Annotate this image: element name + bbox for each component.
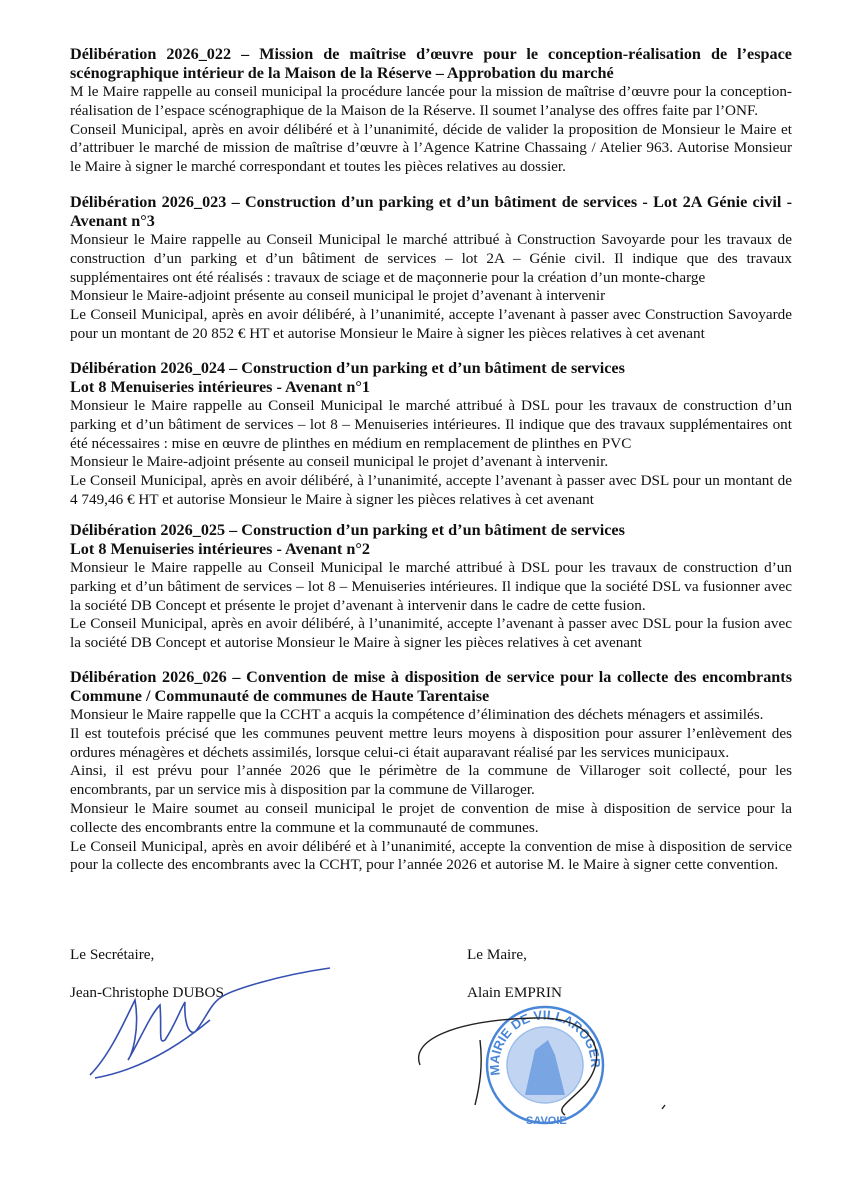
- deliberation-title: Délibération 2026_023 – Construction d’un parking et d’un bâtiment de services - Lot 2A Génie civil - Avenant n°3: [70, 193, 792, 230]
- paragraph: Monsieur le Maire soumet au conseil municipal le projet de convention de mise à disposition de service pour la collecte des encombrants entre la commune et la communauté de communes.: [70, 799, 792, 836]
- secretary-signature: [80, 960, 340, 1090]
- secretary-role: Le Secrétaire,: [70, 946, 155, 963]
- deliberation-subtitle: Lot 8 Menuiseries intérieures - Avenant n°1: [70, 378, 370, 396]
- paragraph: Conseil Municipal, après en avoir délibéré et à l’unanimité, décide de valider la proposition de Monsieur le Maire et d’attribuer le marché de mission de maîtrise d’œuvre à l’Agence Katrine Chassaing / Atelier 963. Autorise Monsieur le Maire à signer le marché correspondant et toutes les pièces relatives au dossier.: [70, 120, 792, 176]
- paragraph: M le Maire rappelle au conseil municipal la procédure lancée pour la mission de maîtrise d’œuvre pour la conception-réalisation de l’espace scénographique de la Maison de la Réserve. Il soumet l’analyse des offres faite par l’ONF.: [70, 83, 792, 119]
- paragraph: Monsieur le Maire-adjoint présente au conseil municipal le projet d’avenant à intervenir: [70, 287, 606, 305]
- deliberation-title: Délibération 2026_024 – Construction d’un parking et d’un bâtiment de services: [70, 359, 625, 377]
- svg-text:SAVOIE: SAVOIE: [526, 1115, 567, 1127]
- paragraph: Monsieur le Maire rappelle que la CCHT a acquis la compétence d’élimination des déchets ménagers et assimilés.: [70, 706, 764, 723]
- paragraph: Monsieur le Maire rappelle au Conseil Municipal le marché attribué à Construction Savoyarde pour les travaux de construction d’un parking et d’un bâtiment de services – lot 2A – Génie civil. Il indique que des travaux supplémentaires ont été réalisés : travaux de sciage et de maçonnerie pour la création d’un monte-charge: [70, 231, 792, 286]
- deliberation-022: [70, 45, 792, 177]
- deliberation-subtitle: Lot 8 Menuiseries intérieures - Avenant n°2: [70, 540, 370, 558]
- deliberation-025: [70, 521, 792, 653]
- paragraph: Le Conseil Municipal, après en avoir délibéré, à l’unanimité, accepte l’avenant à passer avec DSL pour la fusion avec la société DB Concept et autorise Monsieur le Maire à signer les pièces relatives à cet avenant: [70, 615, 792, 652]
- mayor-role: Le Maire,: [467, 946, 527, 963]
- paragraph: Le Conseil Municipal, après en avoir délibéré et à l’unanimité, accepte la convention de mise à disposition de service pour la collecte des encombrants avec la CCHT, pour l’année 2026 et autorise M. le Maire à signer cette convention.: [70, 837, 792, 874]
- mayor-signature: [395, 1010, 685, 1120]
- paragraph: Il est toutefois précisé que les communes peuvent mettre leurs moyens à disposition pour assurer l’enlèvement des ordures ménagères et déchets assimilés, lorsque celui-ci était auparavant réalisé par les services municipaux.: [70, 724, 792, 761]
- deliberation-title: Délibération 2026_026 – Convention de mise à disposition de service pour la collecte des encombrants Commune / Communauté de communes de Haute Tarentaise: [70, 668, 792, 705]
- deliberation-026: [70, 668, 792, 875]
- paragraph: Monsieur le Maire-adjoint présente au conseil municipal le projet d’avenant à intervenir.: [70, 453, 609, 471]
- deliberation-title: Délibération 2026_025 – Construction d’un parking et d’un bâtiment de services: [70, 521, 625, 539]
- paragraph: Monsieur le Maire rappelle au Conseil Municipal le marché attribué à DSL pour les travaux de construction d’un parking et d’un bâtiment de services – lot 8 – Menuiseries intérieures. Il indique que la société DSL va fusionner avec la société DB Concept et présente le projet d’avenant à intervenir dans le cadre de cette fusion.: [70, 559, 792, 614]
- deliberation-023: [70, 193, 792, 344]
- paragraph: Le Conseil Municipal, après en avoir délibéré, à l’unanimité, accepte l’avenant à passer avec DSL pour un montant de 4 749,46 € HT et autorise Monsieur le Maire à signer les pièces relatives à cet avenant: [70, 472, 792, 508]
- secretary-name: Jean-Christophe DUBOS: [70, 984, 224, 1001]
- deliberation-title: Délibération 2026_022 – Mission de maîtrise d’œuvre pour le conception-réalisation de l’espace scénographique intérieur de la Maison de la Réserve – Approbation du marché: [70, 45, 792, 82]
- deliberation-024: [70, 359, 792, 510]
- paragraph: Monsieur le Maire rappelle au Conseil Municipal le marché attribué à DSL pour les travaux de construction d’un parking et d’un bâtiment de services – lot 8 – Menuiseries intérieures. Il indique que des travaux supplémentaires ont été nécessaires : mise en œuvre de plinthes en médium en remplacement de plinthes en PVC: [70, 397, 792, 452]
- paragraph: Ainsi, il est prévu pour l’année 2026 que le périmètre de la commune de Villaroger soit collecté, pour les encombrants, par un service mis à disposition par la commune de Villaroger.: [70, 762, 792, 799]
- mayor-name: Alain EMPRIN: [467, 984, 562, 1001]
- paragraph: Le Conseil Municipal, après en avoir délibéré, à l’unanimité, accepte l’avenant à passer avec Construction Savoyarde pour un montant de 20 852 € HT et autorise Monsieur le Maire à signer les pièces relatives à cet avenant: [70, 306, 792, 342]
- stamp-text: MAIRIE DE VILLAROGER: [486, 1007, 604, 1077]
